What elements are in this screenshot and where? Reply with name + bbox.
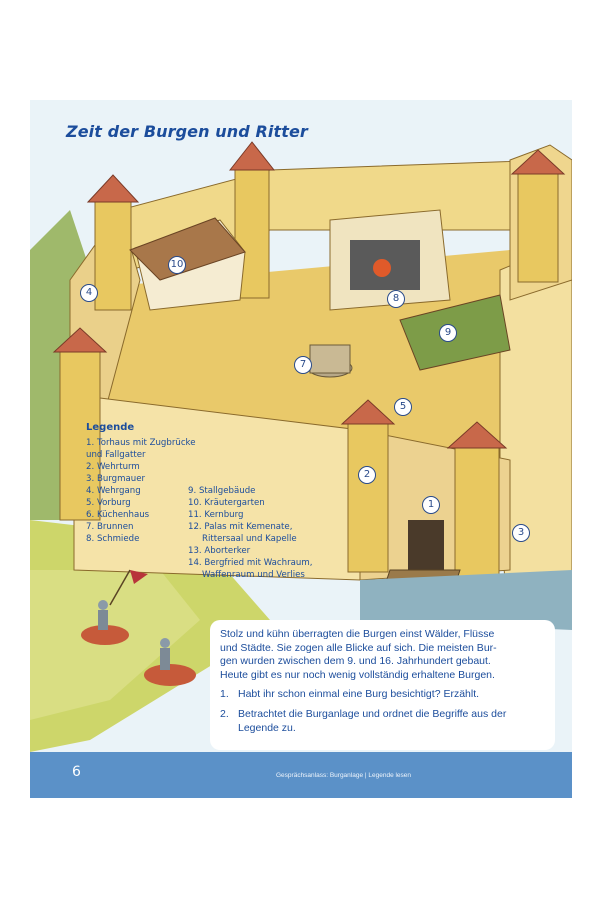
legend-item: 12. Palas mit Kemenate,	[188, 522, 293, 532]
book-page	[30, 100, 572, 798]
info-text-box	[210, 620, 555, 750]
legend-item: 8. Schmiede	[86, 534, 140, 544]
marker-5: 5	[394, 398, 412, 416]
legend-item-continuation: und Fallgatter	[86, 450, 146, 460]
page-number: 6	[72, 764, 81, 780]
paragraph-line: Heute gibt es nur noch wenig vollständig erhaltene Burgen.	[220, 668, 495, 681]
paragraph-line: gen wurden zwischen dem 9. und 16. Jahrhundert gebaut.	[220, 655, 491, 668]
legend-item-continuation: Waffenraum und Verlies	[202, 570, 305, 580]
legend-item: 4. Wehrgang	[86, 486, 141, 496]
paragraph-line: und Städte. Sie zogen alle Blicke auf sich. Die meisten Bur-	[220, 641, 497, 654]
legend-item: 14. Bergfried mit Wachraum,	[188, 558, 313, 568]
question-number: 1.	[220, 688, 229, 700]
marker-9: 10	[168, 256, 186, 274]
question-text: Habt ihr schon einmal eine Burg besichtigt? Erzählt.	[238, 688, 480, 700]
intro-paragraph	[220, 628, 548, 682]
question-text: Betrachtet die Burganlage und ordnet die Begriffe aus der Legende zu.	[238, 708, 507, 734]
footer-caption: Gesprächsanlass: Burganlage | Legende lesen	[276, 772, 412, 779]
legend-item-continuation: Rittersaal und Kapelle	[202, 534, 297, 544]
legend-item: 2. Wehrturm	[86, 462, 140, 472]
page-title: Zeit der Burgen und Ritter	[66, 122, 308, 141]
marker-4: 4	[80, 284, 98, 302]
legend	[80, 420, 350, 580]
legend-item: 3. Burgmauer	[86, 474, 146, 484]
legend-item: 10. Kräutergarten	[188, 498, 265, 508]
legend-item: 6. Küchenhaus	[86, 510, 150, 520]
legend-item: 13. Aborterker	[188, 546, 251, 556]
marker-2: 2	[358, 466, 376, 484]
paragraph-line: Stolz und kühn überragten die Burgen einst Wälder, Flüsse	[220, 628, 495, 640]
marker-7: 7	[294, 356, 312, 374]
marker-8: 8	[387, 290, 405, 308]
legend-item: 11. Kernburg	[188, 510, 244, 520]
question-number: 2.	[220, 708, 229, 720]
marker-1: 1	[422, 496, 440, 514]
legend-item: 1. Torhaus mit Zugbrücke	[86, 438, 196, 448]
legend-item: 5. Vorburg	[86, 498, 131, 508]
legend-item: 9. Stallgebäude	[188, 486, 256, 496]
marker-3: 3	[512, 524, 530, 542]
legend-title: Legende	[86, 422, 135, 433]
marker-10: 9	[439, 324, 457, 342]
legend-item: 7. Brunnen	[86, 522, 134, 532]
